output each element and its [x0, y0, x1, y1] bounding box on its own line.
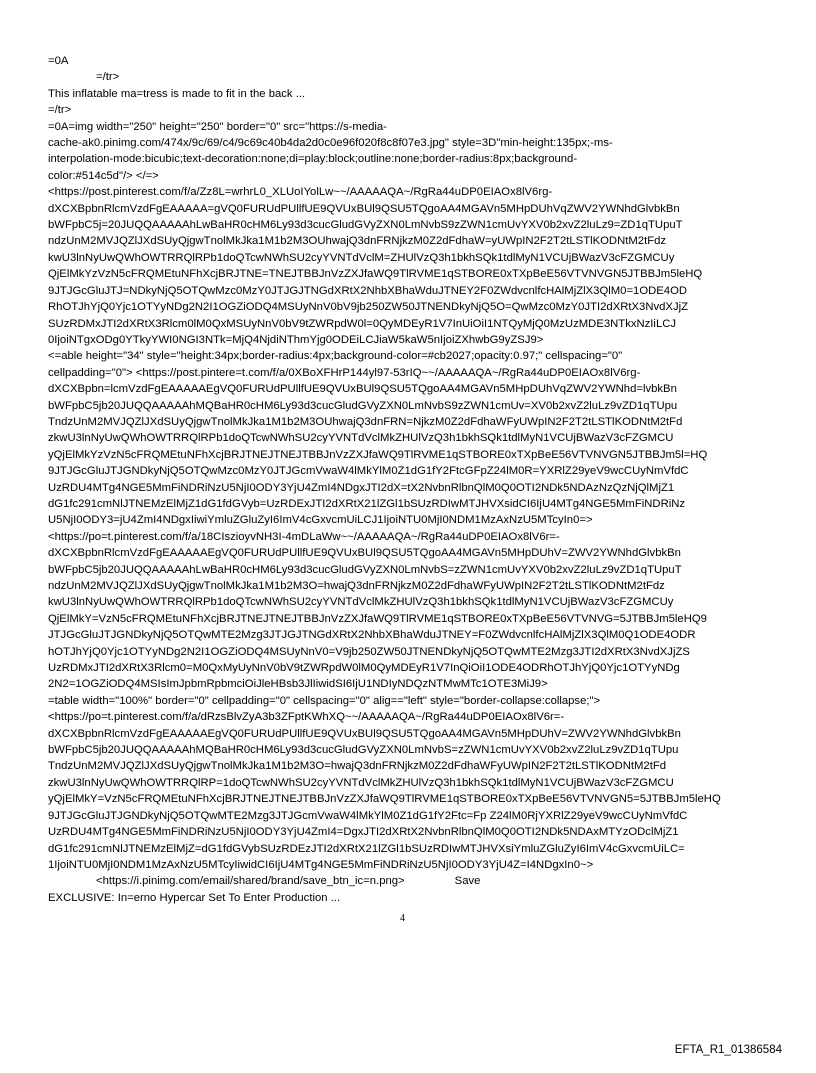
- text-line: hOTJhYjQ0Yjc1OTYyNDg2N2I1OGZiODQ4MSUyNnV0=V9jb250ZW50JTNENDkyNjQ5OTQwMTE2Mzg3JTI2dXRtX3NvdXJjZS: [48, 645, 690, 658]
- text-line: bWFpbC5jb20JUQQAAAAAhMQBaHR0cHM6Ly93d3cucGludGVyZXN0LmNvbS=zZWN1cmUvYXV0b2xvZ2luLz9vZD1qTUpu: [48, 744, 679, 757]
- text-line: yQjElMkY=VzN5cFRQMEtuNFhXcjBRJTNEJTNEJTBBJnVzZXJfaWQ9TlRVME1qSTBORE0xTXpBeE56VTVNVGN5=5JTBBJm5leHQ: [48, 793, 721, 806]
- document-id: EFTA_R1_01386584: [674, 1044, 782, 1056]
- text-line: =table width="100%" border="0" cellpadding="0" cellspacing="0" alig=="left" style="border-collapse:collapse;">: [48, 694, 601, 707]
- raw-email-lines: [48, 53, 778, 873]
- text-line: UzRDU4MTg4NGE5MmFiNDRiNzU5NjI0ODY3YjU4ZmI4=DgxJTI2dXRtX2NvbnRlbnQlM0Q0OTI2NDk5NDAxMTYzODclMjZ1: [48, 826, 679, 839]
- text-line: =0A=img width="250" height="250" border="0" src="https://s-media-: [48, 120, 387, 133]
- text-line: zkwU3lnNyUwQWhOWTRRQlRP=1doQTcwNWhSU2cyYVNTdVclMkZHUlVzQ3h1bkhSQk1tdlMyN1VCUjBWazV3cFZGMCU: [48, 776, 674, 789]
- text-line: interpolation-mode:bicubic;text-decoration:none;di=play:block;outline:none;border-radius:8px;background-: [48, 153, 578, 166]
- text-line: color:#514c5d"/> </=>: [48, 169, 159, 182]
- text-line: bWFpbC5j=20JUQQAAAAAhLwBaHR0cHM6Ly93d3cucGludGVyZXN0LmNvbS9zZWN1cmUvYXV0b2xvZ2luLz9=ZD1qTUpuT: [48, 219, 683, 232]
- text-line: yQjElMkYzVzN5cFRQMEtuNFhXcjBRJTNEJTNEJTBBJnVzZXJfaWQ9TlRVME1qSTBORE0xTXpBeE56VTVNVGN5JTBBJm5l=HQ: [48, 448, 708, 461]
- page-number: 4: [400, 913, 405, 924]
- text-line: 0IjoiNTgxODg0YTkyYWI0NGI3NTk=MjQ4NjdiNThmYjg0ODEiLCJiaW5kaW5nIjoiZXhwbG9yZSJ9>: [48, 333, 544, 346]
- text-line: dXCXBpbnRlcmVzdFgEAAAAAEgVQ0FURUdPUllfUE9QVUxBUl9QSU5TQgoAA4MGAVn5MHpDUhV=ZWV2YWNhdGlvbkBn: [48, 727, 681, 740]
- text-line: cache-ak0.pinimg.com/474x/9c/69/c4/9c69c40b4da2d0c0e96f020f8c8f07e3.jpg" style=3D"min-height:135px;-ms-: [48, 137, 613, 150]
- text-line: UzRDU4MTg4NGE5MmFiNDRiNzU5NjI0ODY3YjU4ZmI4NDgxJTI2dX=tX2NvbnRlbnQlM0Q0OTI2NDk5NDAzNzQzNjQlMjZ1: [48, 481, 675, 494]
- text-line: =0A: [48, 55, 69, 67]
- text-line: dG1fc291cmNlJTNEMzElMjZ1dG1fdGVyb=UzRDExJTI2dXRtX21lZGl1bSUzRDIwMTJHVXsidCI6IjU4MTg4NGE5MmFiNDRiNz: [48, 497, 686, 510]
- text-line: This inflatable ma=tress is made to fit in the back ...: [48, 87, 306, 100]
- text-line: <https://post.pinterest.com/f/a/Zz8L=wrhrL0_XLUoIYolLw~~/AAAAAQA~/RgRa44uDP0EIAOx8lV6rg-: [48, 186, 553, 199]
- text-line: QjElMkYzVzN5cFRQMEtuNFhXcjBRJTNE=TNEJTBBJnVzZXJfaWQ9TlRVME1qSTBORE0xTXpBeE56VTVNVGN5JTBBJm5leHQ: [48, 268, 703, 281]
- text-line: =/tr>: [96, 71, 120, 84]
- text-line: <https://po=t.pinterest.com/f/a/dRzsBlvZyA3b3ZFptKWhXQ~~/AAAAAQA~/RgRa44uDP0EIAOx8lV6r=-: [48, 711, 565, 724]
- text-line: dXCXBpbnRlcmVzdFgEAAAAA=gVQ0FURUdPUllfUE9QVUxBUl9QSU5TQgoAA4MGAVn5MHpDUhVqZWV2YWNhdGlvbkBn: [48, 202, 680, 215]
- save-label: Save: [454, 875, 481, 888]
- text-line: 2N2=1OGZiODQ4MSIsImJpbmRpbmciOiJleHBsb3JlIiwidSI6IjU1NDIyNDQzNTMwMTc1OTE3MiJ9>: [48, 678, 548, 691]
- text-line: kwU3lnNyUwQWhOWTRRQlRPb1doQTcwNWhSU2cyYVNTdVclM=ZHUlVzQ3h1bkhSQk1tdlMyN1VCUjBWazV3cFZGMCUy: [48, 251, 675, 264]
- text-line: RhOTJhYjQ0Yjc1OTYyNDg2N2I1OGZiODQ4MSUyNnV0bV9jb250ZW50JTNENDkyNjQ5O=QwMzc0MzY0JTI2dXRtX3NvdXJjZ: [48, 301, 689, 314]
- text-line: zkwU3lnNyUwQWhOWTRRQlRPb1doQTcwNWhSU2cyYVNTdVclMkZHUlVzQ3h1bkhSQk1tdlMyN1VCUjBWazV3cFZGMCU: [48, 432, 674, 445]
- text-line: <=able height="34" style="height:34px;border-radius:4px;background-color=#cb2027;opacity:0.97;" cellspacing="0": [48, 350, 623, 363]
- text-line: UzRDMxJTI2dXRtX3Rlcm0=M0QxMyUyNnV0bV9tZWRpdW0lM0QyMDEyR1V7InQiOiI1ODE4ODRhOTJhYjQ0Yjc1OTYyNDg: [48, 662, 680, 675]
- save-button-line: [48, 873, 778, 889]
- email-body: [48, 53, 778, 906]
- text-line: bWFpbC5jb20JUQQAAAAAhMQBaHR0cHM6Ly93d3cucGludGVyZXN0LmNvbS9zZWN1cmUv=XV0b2xvZ2luLz9vZD1qTUpu: [48, 399, 678, 412]
- text-line: 9JTJGcGluJTJ=NDkyNjQ5OTQwMzc0MzY0JTJGJTNGdXRtX2NhbXBhaWduJTNEY2F0ZWdvcnlfcHAlMjZlX3QlM0=1ODE4OD: [48, 284, 688, 297]
- text-line: U5NjI0ODY3=jU4ZmI4NDgxIiwiYmluZGluZyI6ImV4cGxvcmUiLCJ1IjoiNTU0MjI0NDM1MzAxNzU5MTcyIn0=>: [48, 514, 593, 527]
- save-icon-url: <https://i.pinimg.com/email/shared/brand/save_btn_ic=n.png>: [96, 875, 405, 888]
- text-line: dXCXBpbnRlcmVzdFgEAAAAAEgVQ0FURUdPUllfUE9QVUxBUl9QSU5TQgoAA4MGAVn5MHpDUhV=ZWV2YWNhdGlvbkBn: [48, 547, 681, 560]
- text-line: TndzUnM2MVJQZlJXdSUyQjgwTnolMkJka1M1b2M3O=hwajQ3dnFRNjkzM0Z2dFdhaWFyUWpIN2F2T2tLSTlKODNtM2tFd: [48, 760, 667, 773]
- text-line: 1IjoiNTU0MjI0NDM1MzAxNzU5MTcyIiwidCI6IjU4MTg4NGE5MmFiNDRiNzU5NjI0ODY3YjU4Z=I4NDgxIn0~>: [48, 858, 594, 871]
- text-line: QjElMkY=VzN5cFRQMEtuNFhXcjBRJTNEJTNEJTBBJnVzZXJfaWQ9TlRVME1qSTBORE0xTXpBeE56VTVNVG=5JTBBJm5leHQ9: [48, 612, 707, 625]
- text-line: <https://po=t.pinterest.com/f/a/18CIszioyvNH3I-4mDLaWw~~/AAAAAQA~/RgRa44uDP0EIAOx8lV6r=-: [48, 530, 560, 543]
- text-line: SUzRDMxJTI2dXRtX3Rlcm0lM0QxMSUyNnV0bV9tZWRpdW0l=0QyMDEyR1V7InUiOiI1NTQyMjQ0MzUzMDE3NTkxNzIiLCJ: [48, 317, 677, 330]
- text-line: dXCXBpbn=lcmVzdFgEAAAAAEgVQ0FURUdPUllfUE9QVUxBUl9QSU5TQgoAA4MGAVn5MHpDUhVqZWV2YWNhd=lvbkBn: [48, 383, 677, 396]
- text-line: ndzUnM2MVJQZlJXdSUyQjgwTnolMkJka1M1b2M3OUhwajQ3dnFRNjkzM0Z2dFdhaW=yUWpIN2F2T2tLSTlKODNtM2tFdz: [48, 235, 667, 248]
- text-line: =/tr>: [48, 104, 72, 117]
- text-line: bWFpbC5jb20JUQQAAAAAhLwBaHR0cHM6Ly93d3cucGludGVyZXN0LmNvbS=zZWN1cmUvYXV0b2xvZ2luLz9vZD1qTUpuT: [48, 563, 682, 576]
- text-line: 9JTJGcGluJTJGNDkyNjQ5OTQwMTE2Mzg3JTJGcmVwaW4lMkYlM0Z1dG1fY2Ftc=Fp Z24lM0RjYXRlZ29yeV9wcCUyNmVfdC: [48, 809, 688, 822]
- article-headline: EXCLUSIVE: In=erno Hypercar Set To Enter Production ...: [48, 891, 341, 904]
- text-line: 9JTJGcGluJTJGNDkyNjQ5OTQwMzc0MzY0JTJGcmVwaW4lMkYlM0Z1dG1fY2FtcGFpZ24lM0R=YXRlZ29yeV9wcCUyNmVfdC: [48, 465, 689, 478]
- text-line: ndzUnM2MVJQZlJXdSUyQjgwTnolMkJka1M1b2M3O=hwajQ3dnFRNjkzM0Z2dFdhaWFyUWpIN2F2T2tLSTlKODNtM2tFdz: [48, 580, 665, 592]
- text-line: dG1fc291cmNlJTNEMzElMjZ=dG1fdGVybSUzRDEzJTI2dXRtX21lZGl1bSUzRDIwMTJHVXsiYmluZGluZyI6ImV4cGxvcmUiLC=: [48, 842, 685, 855]
- text-line: kwU3lnNyUwQWhOWTRRQlRPb1doQTcwNWhSU2cyYVNTdVclMkZHUlVzQ3h1bkhSQk1tdlMyN1VCUjBWazV3cFZGMCUy: [48, 596, 674, 609]
- text-line: TndzUnM2MVJQZlJXdSUyQjgwTnolMkJka1M1b2M3OUhwajQ3dnFRN=NjkzM0Z2dFdhaWFyUWpIN2F2T2tLSTlKODNtM2tFd: [48, 415, 683, 428]
- text-line: cellpadding="0"> <https://post.pintere=t.com/f/a/0XBoXFHrP144yl97-53rIQ~~/AAAAAQA~/RgRa44uDP0EIAOx8lV6rg-: [48, 366, 641, 379]
- text-line: JTJGcGluJTJGNDkyNjQ5OTQwMTE2Mzg3JTJGJTNGdXRtX2NhbXBhaWduJTNEY=F0ZWdvcnlfcHAlMjZlX3QlM0Q1ODE4ODR: [48, 629, 696, 642]
